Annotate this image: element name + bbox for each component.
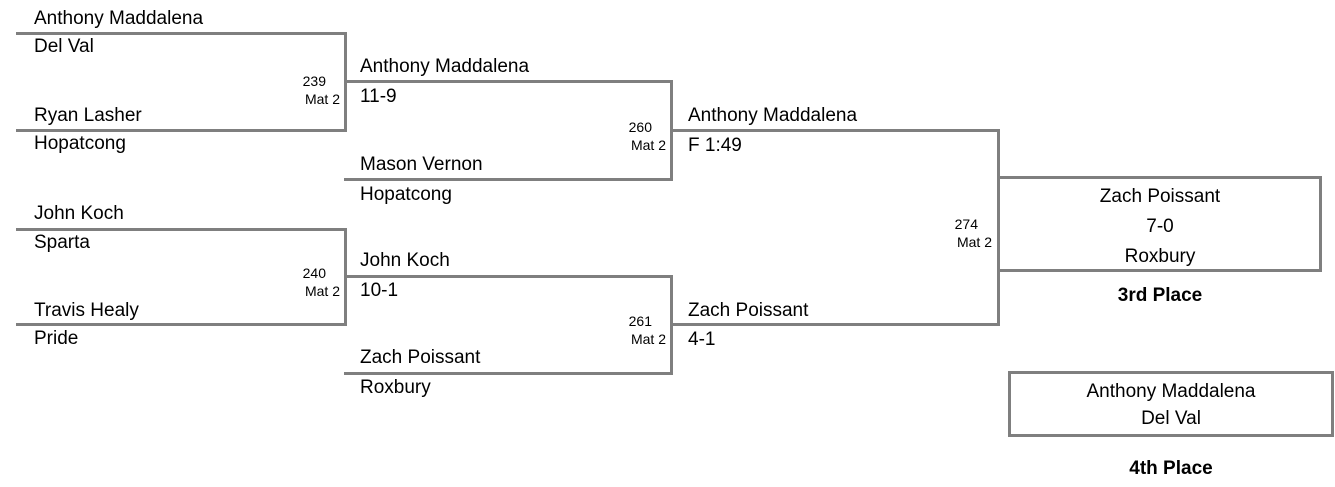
wrestler-name: Ryan Lasher: [34, 105, 142, 126]
bout-number: 274: [954, 216, 978, 232]
bracket-line: [344, 275, 673, 278]
bracket-line: [344, 178, 673, 181]
fourth-place-name: Anthony Maddalena: [1086, 381, 1256, 402]
bracket-line: [344, 372, 673, 375]
third-place-name: Zach Poissant: [1099, 186, 1221, 207]
mat-number: Mat 2: [304, 91, 340, 107]
wrestler-team: Pride: [34, 328, 79, 349]
fourth-place-team: Del Val: [1141, 408, 1201, 429]
wrestler-team: Del Val: [34, 36, 94, 57]
match-result: F 1:49: [688, 135, 742, 156]
bracket-line: [670, 129, 1000, 132]
wrestler-team: Hopatcong: [34, 133, 126, 154]
mat-number: Mat 2: [956, 234, 992, 250]
bout-number: 261: [628, 313, 652, 329]
wrestler-name: Anthony Maddalena: [34, 8, 204, 29]
fourth-place-label: 4th Place: [1129, 458, 1213, 479]
wrestler-name: Anthony Maddalena: [688, 105, 858, 126]
match-result: 11-9: [360, 86, 397, 107]
wrestler-name: Zach Poissant: [688, 300, 809, 321]
bracket-line: [16, 323, 347, 326]
wrestler-name: Travis Healy: [34, 300, 139, 321]
match-result: 4-1: [688, 329, 716, 350]
wrestler-name: Anthony Maddalena: [360, 56, 530, 77]
bout-number: 260: [628, 119, 652, 135]
wrestler-name: Mason Vernon: [360, 154, 483, 175]
wrestler-team: Hopatcong: [360, 184, 452, 205]
wrestler-team: Sparta: [34, 232, 90, 253]
wrestler-name: John Koch: [34, 203, 124, 224]
bracket-line: [16, 32, 347, 35]
mat-number: Mat 2: [630, 137, 666, 153]
third-place-team: Roxbury: [1124, 246, 1196, 267]
bout-number: 239: [302, 73, 326, 89]
match-result: 10-1: [360, 280, 399, 301]
bracket-line: [344, 80, 673, 83]
mat-number: Mat 2: [304, 283, 340, 299]
wrestler-name: John Koch: [360, 250, 450, 271]
third-place-result: 7-0: [1146, 216, 1174, 237]
bracket-line: [16, 129, 347, 132]
wrestler-team: Roxbury: [360, 377, 431, 398]
third-place-label: 3rd Place: [1117, 285, 1203, 306]
mat-number: Mat 2: [630, 331, 666, 347]
bracket-line: [670, 323, 1000, 326]
bracket-line: [16, 228, 347, 231]
wrestler-name: Zach Poissant: [360, 347, 481, 368]
bout-number: 240: [302, 265, 326, 281]
